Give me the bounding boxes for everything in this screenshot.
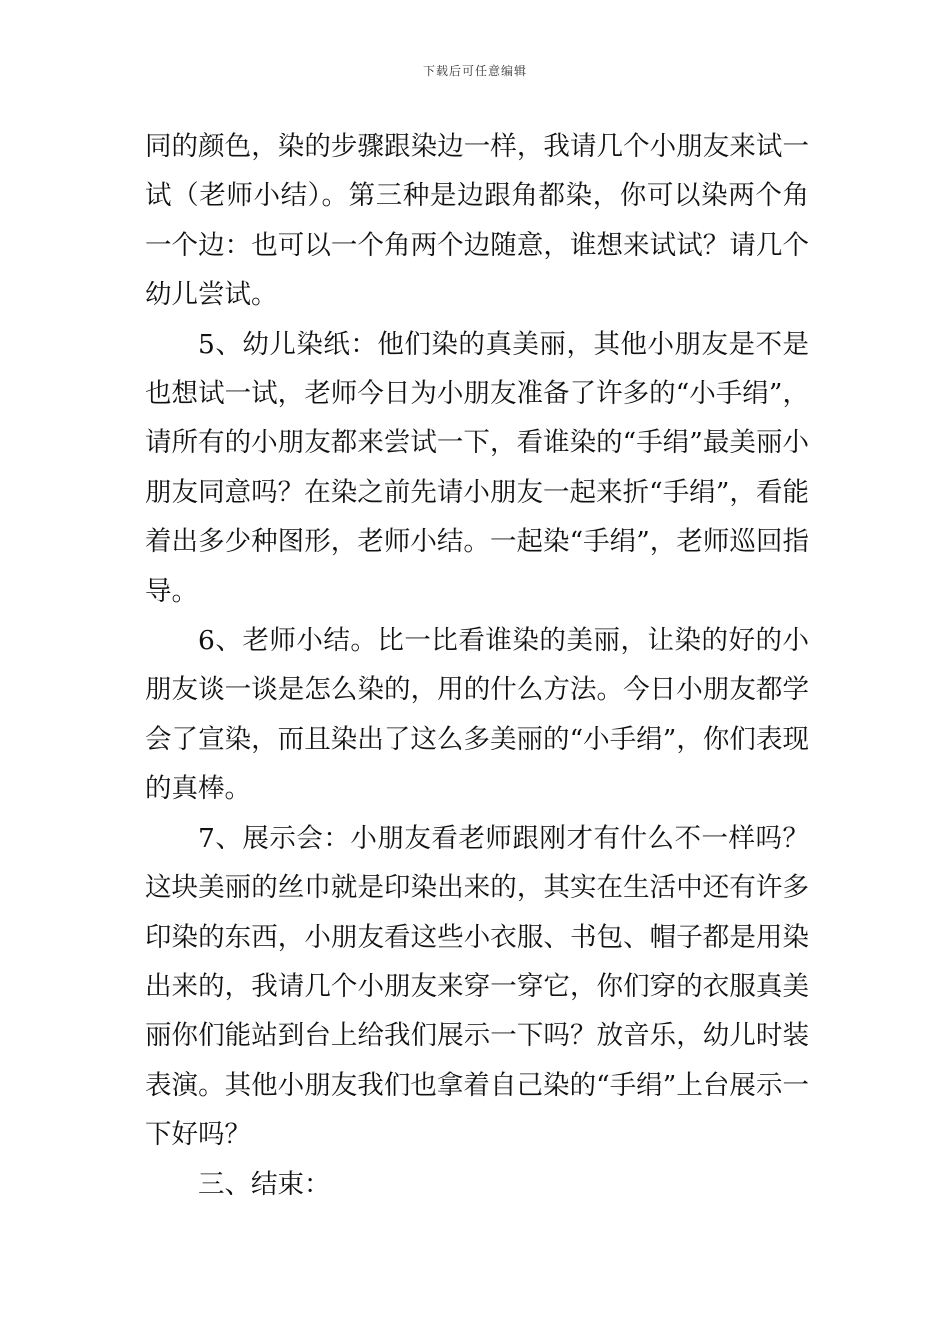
paragraph-step-5: 5、幼儿染纸：他们染的真美丽，其他小朋友是不是也想试一试，老师今日为小朋友准备了许多的“小手绢”，请所有的小朋友都来尝试一下，看谁染的“手绢”最美丽小朋友同意吗？在染之前先请小朋友一起来折“手绢”，看能着出多少种图形，老师小结。一起染“手绢”，老师巡回指导。 (145, 328, 809, 607)
page-header: 下载后可任意编辑 (422, 64, 527, 78)
paragraph-continued: 同的颜色，染的步骤跟染边一样，我请几个小朋友来试一试（老师小结）。第三种是边跟角都染，你可以染两个角一个边：也可以一个角两个边随意，谁想来试试？请几个幼儿尝试。 (145, 131, 809, 311)
section-heading-ending: 三、结束： (198, 1168, 331, 1200)
paragraph-step-6: 6、老师小结。比一比看谁染的美丽，让染的好的小朋友谈一谈是怎么染的，用的什么方法。今日小朋友都学会了宣染，而且染出了这么多美丽的“小手绢”，你们表现的真棒。 (145, 625, 809, 805)
document-body (145, 122, 809, 1209)
paragraph-step-7: 7、展示会：小朋友看老师跟刚才有什么不一样吗？这块美丽的丝巾就是印染出来的，其实在生活中还有许多印染的东西，小朋友看这些小衣服、书包、帽子都是用染出来的，我请几个小朋友来穿一穿它，你们穿的衣服真美丽你们能站到台上给我们展示一下吗？放音乐，幼儿时装表演。其他小朋友我们也拿着自己染的“手绢”上台展示一下好吗？ (145, 822, 809, 1151)
